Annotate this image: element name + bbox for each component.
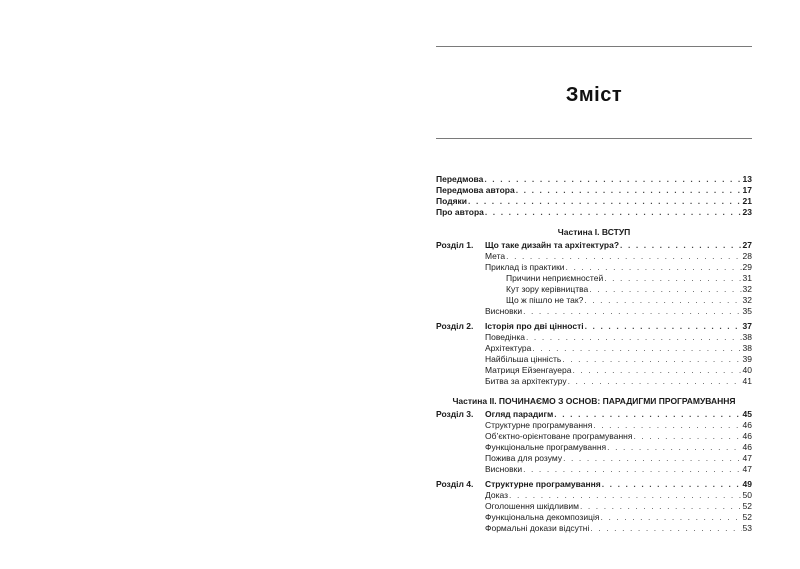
toc-entry-label: Архітектура — [485, 343, 532, 353]
toc-entry[interactable] — [436, 523, 752, 534]
toc-entry-author-preface[interactable] — [436, 185, 752, 196]
toc-entry-foreword[interactable] — [436, 174, 752, 185]
part-heading: Частина I. ВСТУП — [557, 227, 631, 237]
chapter-number: Розділ 1. — [436, 240, 474, 250]
toc-entry-label: Висновки — [485, 306, 523, 316]
toc-entry-label: Мета — [485, 251, 506, 261]
toc-entry-label: Що ж пішло не так? — [506, 295, 584, 305]
toc-entry-label: Кут зору керівництва — [506, 284, 589, 294]
toc-entry[interactable] — [436, 332, 752, 343]
toc-entry-label: Передмова — [436, 174, 484, 184]
toc-entry-about-author[interactable] — [436, 207, 752, 218]
toc-entry-label: Висновки — [485, 464, 523, 474]
toc-entry-page: 27 — [742, 240, 752, 250]
toc-entry[interactable] — [436, 512, 752, 523]
toc-subentry[interactable] — [436, 295, 752, 306]
toc-entry[interactable] — [436, 420, 752, 431]
toc-entry[interactable] — [436, 376, 752, 387]
toc-chapter[interactable] — [436, 321, 752, 332]
toc-entry[interactable] — [436, 431, 752, 442]
toc-entry-label: Битва за архітектуру — [485, 376, 567, 386]
toc-entry-label: Структурне програмування — [485, 420, 593, 430]
toc-entry-page: 47 — [742, 464, 752, 474]
toc-entry[interactable] — [436, 251, 752, 262]
toc-subentry[interactable] — [436, 284, 752, 295]
toc-entry-label: Оголошення шкідливим — [485, 501, 579, 511]
toc-entry[interactable] — [436, 343, 752, 354]
toc-entry-page: 45 — [742, 409, 752, 419]
top-rule — [436, 46, 752, 47]
toc-entry-label: Структурне програмування — [485, 479, 601, 489]
toc-entry-page: 53 — [742, 523, 752, 533]
toc-entry-page: 32 — [742, 284, 752, 294]
toc-entry-page: 35 — [742, 306, 752, 316]
toc-entry-page: 29 — [742, 262, 752, 272]
toc-chapter[interactable] — [436, 479, 752, 490]
toc-entry-page: 52 — [742, 512, 752, 522]
toc-entry-label: Доказ — [485, 490, 509, 500]
chapter-number: Розділ 2. — [436, 321, 474, 331]
toc-entry-page: 40 — [742, 365, 752, 375]
toc-entry-page: 41 — [742, 376, 752, 386]
toc-entry-page: 17 — [742, 185, 752, 195]
toc-entry-label: Функціональне програмування — [485, 442, 607, 452]
toc-entry-page: 38 — [742, 332, 752, 342]
toc-entry-label: Приклад із практики — [485, 262, 565, 272]
toc-entry-page: 49 — [742, 479, 752, 489]
toc-entry-page: 46 — [742, 420, 752, 430]
toc-entry-page: 46 — [742, 431, 752, 441]
toc-entry-page: 46 — [742, 442, 752, 452]
toc-entry-page: 31 — [742, 273, 752, 283]
toc-entry-page: 50 — [742, 490, 752, 500]
toc-entry-label: Передмова автора — [436, 185, 515, 195]
toc-entry-label: Причини неприємностей — [506, 273, 604, 283]
toc-entry[interactable] — [436, 354, 752, 365]
toc-chapter[interactable] — [436, 240, 752, 251]
toc-entry-label: Поведінка — [485, 332, 525, 342]
title-rule — [436, 138, 752, 139]
toc-entry-label: Огляд парадигм — [485, 409, 554, 419]
toc-entry[interactable] — [436, 262, 752, 273]
toc-entry-label: Об’єктно-орієнтоване програмування — [485, 431, 633, 441]
part-heading: Частина II. ПОЧИНАЄМО З ОСНОВ: ПАРАДИГМИ ПРОГРАМУВАННЯ — [452, 396, 736, 406]
toc-entry-label: Про автора — [436, 207, 484, 217]
toc-entry[interactable] — [436, 442, 752, 453]
toc-entry-label: Що таке дизайн та архітектура? — [485, 240, 620, 250]
toc-entry-label: Подяки — [436, 196, 468, 206]
toc-entry-page: 39 — [742, 354, 752, 364]
toc-entry-acknowledgments[interactable] — [436, 196, 752, 207]
toc-entry[interactable] — [436, 490, 752, 501]
toc-entry-label: Функціональна декомпозиція — [485, 512, 600, 522]
toc-entry-label: Пожива для розуму — [485, 453, 563, 463]
chapter-number: Розділ 4. — [436, 479, 474, 489]
toc-entry-page: 28 — [742, 251, 752, 261]
toc-entry-label: Найбільша цінність — [485, 354, 562, 364]
toc-entry-page: 37 — [742, 321, 752, 331]
toc-entry-page: 32 — [742, 295, 752, 305]
page-title: Зміст — [565, 84, 623, 106]
toc-entry-label: Історія про дві цінності — [485, 321, 584, 331]
toc-entry-page: 21 — [742, 196, 752, 206]
toc-entry[interactable] — [436, 306, 752, 317]
toc-entry-label: Формальні докази відсутні — [485, 523, 590, 533]
chapter-number: Розділ 3. — [436, 409, 474, 419]
toc-subentry[interactable] — [436, 273, 752, 284]
toc-entry-label: Матриця Ейзенгауера — [485, 365, 572, 375]
toc-entry-page: 23 — [742, 207, 752, 217]
toc-entry[interactable] — [436, 365, 752, 376]
toc-entry-page: 52 — [742, 501, 752, 511]
toc-chapter[interactable] — [436, 409, 752, 420]
toc-entry-page: 38 — [742, 343, 752, 353]
toc-entry[interactable] — [436, 501, 752, 512]
toc-entry[interactable] — [436, 464, 752, 475]
toc-entry-page: 47 — [742, 453, 752, 463]
toc-entry[interactable] — [436, 453, 752, 464]
toc-entry-page: 13 — [742, 174, 752, 184]
